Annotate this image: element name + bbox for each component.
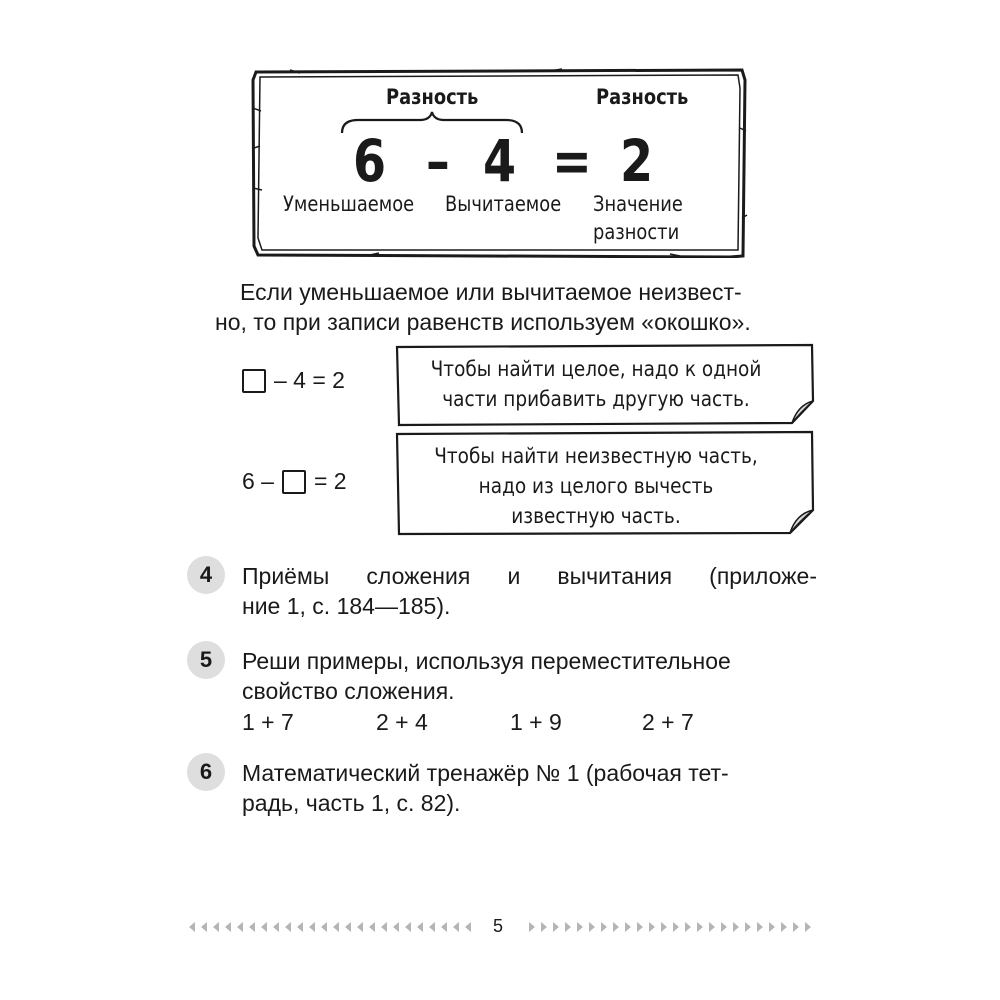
result: 2 [620, 127, 654, 195]
caption-value-line1: Значение [593, 192, 683, 216]
intro-line1: Если уменьшаемое или вычитаемое неизвест- [240, 279, 742, 305]
intro-paragraph-line2: но, то при записи равенств используем «окошко». [215, 309, 751, 335]
example-1: 1 + 7 [242, 709, 294, 735]
minus-sign: – [426, 127, 450, 195]
label-difference-left: Разность [386, 85, 479, 109]
subtrahend: 4 [483, 127, 517, 195]
caption-subtrahend: Вычитаемое [445, 192, 562, 216]
example-3: 1 + 9 [510, 709, 562, 735]
intro-paragraph [240, 277, 815, 307]
page-number: 5 [493, 916, 504, 936]
task-5-examples [242, 709, 822, 739]
footer-arrows-left-icon [185, 919, 475, 935]
task-6: Математический тренажёр № 1 (рабочая тет- радь, часть 1, с. 82). [242, 760, 729, 816]
task-4: Приёмы сложения и вычитания (приложе- ние 1, с. 184—185). [242, 563, 817, 619]
rule-note-part: Чтобы найти неизвестную часть, надо из целого вычесть известную часть. [434, 444, 758, 528]
window-box [282, 470, 306, 494]
equation-unknown-subtrahend: 6 – = 2 [242, 468, 347, 494]
example-2: 2 + 4 [376, 709, 428, 735]
example-4: 2 + 7 [642, 709, 694, 735]
rule-note-whole: Чтобы найти целое, надо к одной части прибавить другую часть. [430, 357, 762, 411]
task-number-badge-6: 6 [187, 753, 225, 791]
task-number-badge-5: 5 [187, 641, 225, 679]
label-difference-right: Разность [596, 85, 689, 109]
caption-minuend: Уменьшаемое [283, 192, 415, 216]
formula-box [250, 68, 748, 258]
window-box [242, 369, 266, 393]
equals-sign: = [552, 127, 592, 195]
footer-arrows-right-icon [525, 919, 815, 935]
task-number-badge-4: 4 [187, 556, 225, 594]
caption-value-line2: разности [593, 220, 680, 244]
task-4-line1: Приёмы сложения и вычитания (приложе- [242, 563, 817, 589]
task-5: Реши примеры, используя переместительное свойство сложения. [242, 648, 731, 704]
minuend: 6 [353, 127, 387, 195]
equation-unknown-minuend: – 4 = 2 [242, 367, 345, 394]
